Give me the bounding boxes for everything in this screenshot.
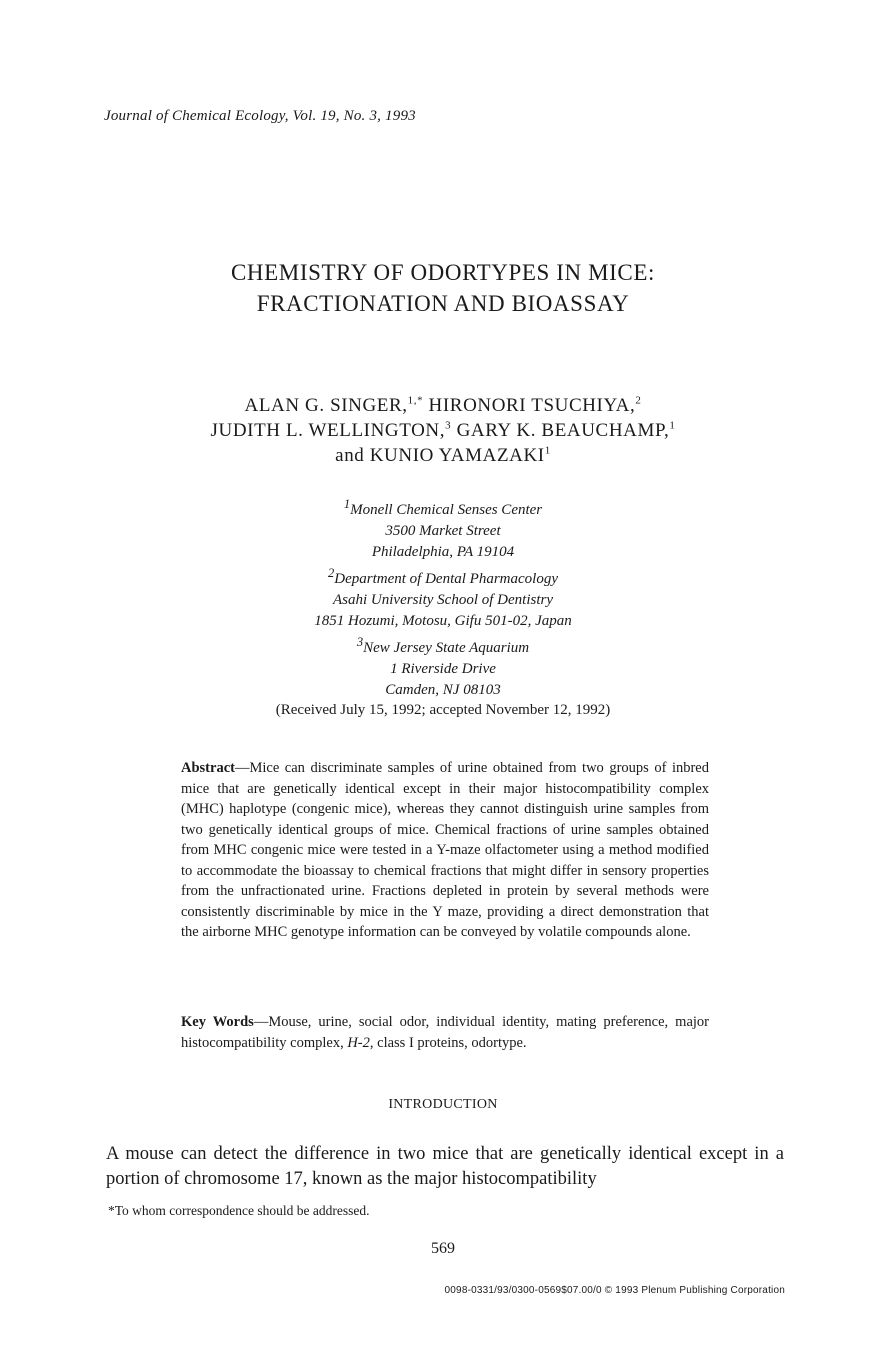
key-words-text-end: , class I proteins, odortype. xyxy=(369,1034,527,1051)
author-line-1 xyxy=(0,393,886,418)
author-affiliation-mark: 3 xyxy=(445,419,452,432)
received-dates: (Received July 15, 1992; accepted November 12, 1992) xyxy=(275,702,611,718)
author-line-2 xyxy=(0,418,886,443)
title-line-1: CHEMISTRY OF ODORTYPES IN MICE: xyxy=(230,260,656,285)
affiliation-mark: 3 xyxy=(356,635,364,649)
author-name: and KUNIO YAMAZAKI xyxy=(335,445,545,466)
author-affiliation-mark: 1,* xyxy=(407,394,424,407)
affiliation-1 xyxy=(0,494,886,563)
author-list xyxy=(0,393,886,468)
footnote: *To whom correspondence should be addressed. xyxy=(108,1203,370,1218)
author-affiliation-mark: 2 xyxy=(635,394,642,407)
affiliation-line: Asahi University School of Dentistry xyxy=(333,592,553,608)
affiliation-mark: 1 xyxy=(343,497,351,511)
affiliation-line: 3500 Market Street xyxy=(385,523,501,539)
affiliation-line: 1851 Hozumi, Motosu, Gifu 501-02, Japan xyxy=(314,613,572,629)
page-number: 569 xyxy=(431,1240,455,1257)
key-words-label: Key Words xyxy=(181,1014,254,1030)
affiliation-2 xyxy=(0,563,886,632)
key-words-italic: H-2 xyxy=(347,1034,370,1051)
title-line-2: FRACTIONATION AND BIOASSAY xyxy=(256,291,630,316)
affiliation-line: Department of Dental Pharmacology xyxy=(334,571,558,587)
author-affiliation-mark: 1 xyxy=(544,444,551,457)
author-affiliation-mark: 1 xyxy=(669,419,676,432)
affiliation-3 xyxy=(0,632,886,701)
affiliation-line: Monell Chemical Senses Center xyxy=(350,502,543,518)
intro-paragraph: A mouse can detect the difference in two mice that are genetically identical except in a portion of chromosome 17, known as the major histocompatibility xyxy=(106,1144,784,1189)
author-name: ALAN G. SINGER, xyxy=(244,395,408,416)
abstract-text: —Mice can discriminate samples of urine obtained from two groups of inbred mice that are genetically identical except in their major histocompatibility complex (MHC) haplotype (congenic mice), whereas they cannot distinguish urine samples from two genetically identical groups of mice. Chemical fractions of urine samples obtained from MHC congenic mice were tested in a Y-maze olfactometer using a method modified to accommodate the bioassay to chemical fractions that might differ in sensory properties from the unfractionated urine. Fractions depleted in protein by several methods were consistently discriminable by mice in the Y maze, providing a direct demonstration that the airborne MHC genotype information can be conveyed by volatile compounds alone. xyxy=(181,760,709,940)
affiliation-line: 1 Riverside Drive xyxy=(390,661,496,677)
copyright-line: 0098-0331/93/0300-0569$07.00/0 © 1993 Plenum Publishing Corporation xyxy=(444,1285,785,1296)
affiliation-line: Camden, NJ 08103 xyxy=(385,682,501,698)
affiliation-line: Philadelphia, PA 19104 xyxy=(371,544,515,560)
abstract xyxy=(181,758,709,943)
author-name: HIRONORI TSUCHIYA, xyxy=(423,395,636,416)
affiliation-line: New Jersey State Aquarium xyxy=(363,640,530,656)
author-name: JUDITH L. WELLINGTON, xyxy=(210,420,446,441)
author-name: GARY K. BEAUCHAMP, xyxy=(451,420,670,441)
key-words xyxy=(181,1012,709,1053)
paper-title xyxy=(0,257,886,319)
affiliation-mark: 2 xyxy=(328,566,335,580)
journal-citation: Journal of Chemical Ecology, Vol. 19, No. 3, 1993 xyxy=(104,108,416,124)
section-heading: INTRODUCTION xyxy=(388,1097,498,1112)
abstract-label: Abstract xyxy=(181,760,235,776)
key-words-text: —Mouse, urine, social odor, individual identity, mating preference, major histocompatibility complex, xyxy=(181,1014,709,1051)
affiliations xyxy=(0,494,886,701)
author-line-3 xyxy=(0,443,886,468)
